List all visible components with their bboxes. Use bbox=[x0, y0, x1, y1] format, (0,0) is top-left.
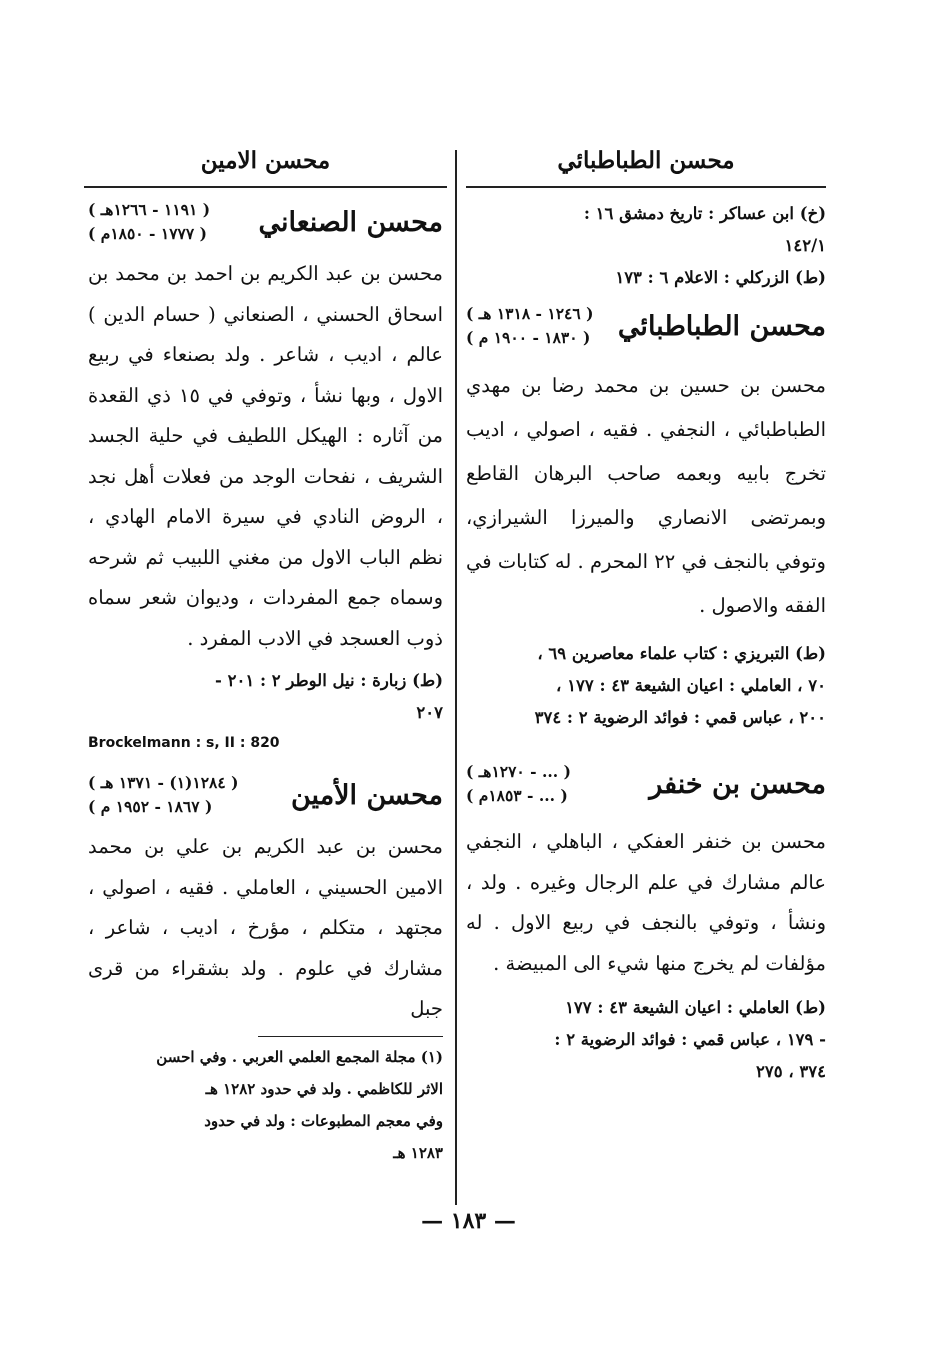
entry-heading bbox=[466, 302, 826, 350]
dates-gregorian: ( ... - ١٨٥٣م ) bbox=[466, 786, 568, 805]
entry-source: ٢٠٠ ، عباس قمي : فوائد الرضوية ٢ : ٣٧٤ bbox=[534, 708, 826, 727]
entry-name: محسن بن خنفر bbox=[649, 768, 826, 800]
entry-body: محسن بن عبد الكريم بن علي بن محمد الامين الحسيني ، العاملي . فقيه ، اصولي ، مجتهد ، متكلم ، مؤرخ ، اديب ، شاعر ، مشارك في علوم . ولد بشقراء من قرى جبل bbox=[88, 835, 443, 1020]
entry-heading bbox=[466, 760, 826, 808]
entry-dates bbox=[88, 198, 210, 246]
entry-body: محسن بن خنفر العفكي ، الباهلي ، النجفي عالم مشارك في علم الرجال وغيره . ولد ، ونشأ ، وتوفي بالنجف في ربيع الاول . له مؤلفات لم يخرج منها شيء الى المبيضة . bbox=[466, 830, 826, 975]
entry-body: محسن بن عبد الكريم بن احمد بن محمد بن اسحاق الحسني ، الصنعاني ( حسام الدين ) عالم ، اديب ، شاعر . ولد بصنعاء في ربيع الاول ، وبها نشأ ، وتوفي في ١٥ ذي القعدة من آثاره : الهيكل اللطيف في حلية الجسد الشريف ، نفحات الوجد من فعلات أهل نجد ، الروض النادي في سيرة الامام الهادي ، نظم الباب الاول من مغني اللبيب ثم شرحه وسماه جمع المفردات ، وديوان شعر سماه ذوب العسجد في الادب المفرد . bbox=[88, 262, 443, 650]
page-number: — ١٨٣ — bbox=[421, 1208, 516, 1234]
dates-hijri: ( ... - ١٢٧٠هـ ) bbox=[466, 762, 571, 781]
dates-hijri: ( ١١٩١ - ١٢٦٦هـ ) bbox=[88, 200, 211, 219]
right-running-head: محسن الطباطبائي bbox=[557, 147, 735, 174]
entry-dates bbox=[466, 302, 593, 350]
latin-reference: Brockelmann : s, II : 820 bbox=[88, 735, 280, 751]
right-head-rule bbox=[466, 186, 826, 188]
footnote-line: وفي معجم المطبوعات : ولد في حدود bbox=[204, 1111, 443, 1130]
right-column bbox=[466, 140, 826, 1088]
continued-source-1: (خ) ابن عساكر : تاريخ دمشق ١٦ : bbox=[583, 204, 826, 223]
column-divider bbox=[455, 150, 457, 1205]
entry-body: محسن بن حسين بن محمد رضا بن مهدي الطباطبائي ، النجفي . فقيه ، اصولي ، اديب تخرج بابيه وبعمه صاحب البرهان القاطع وبمرتضى الانصاري والميرزا الشيرازي، وتوفي بالنجف في ٢٢ المحرم . له كتابات في الفقه والاصول . bbox=[466, 374, 826, 617]
entry-source: ٣٧٤ ، ٢٧٥ bbox=[755, 1062, 826, 1081]
entry-source: - ١٧٩ ، عباس قمي : فوائد الرضوية ٢ : bbox=[554, 1030, 826, 1049]
continued-source-3: (ط) الزركلي : الاعلام ٦ : ١٧٣ bbox=[615, 268, 826, 287]
entry-heading bbox=[88, 198, 443, 246]
entry-source: (ط) التبريزي : كتاب علماء معاصرين ٦٩ ، bbox=[537, 644, 826, 663]
footnote-rule bbox=[258, 1036, 443, 1037]
footnote-line: ١٢٨٣ هـ bbox=[393, 1143, 443, 1162]
entry-source: (ط) العاملي : اعيان الشيعة ٤٣ : ١٧٧ bbox=[565, 998, 826, 1017]
entry-source: ٢٠٧ bbox=[416, 703, 443, 722]
entry-dates bbox=[466, 760, 571, 808]
entry-name: محسن الصنعاني bbox=[258, 206, 443, 238]
left-running-head: محسن الامين bbox=[200, 147, 331, 174]
entry-heading bbox=[88, 771, 443, 819]
footnote-line: الاثر للكاظمي . ولد في حدود ١٢٨٢ هـ bbox=[205, 1079, 443, 1098]
continued-source-2: ١٤٢/١ bbox=[784, 236, 826, 255]
entry-name: محسن الطباطبائي bbox=[617, 310, 826, 342]
dates-hijri: ( ١٢٨٤(١) - ١٣٧١ هـ ) bbox=[88, 773, 239, 792]
entry-source: ٧٠ ، العاملي : اعيان الشيعة ٤٣ : ١٧٧ ، bbox=[556, 676, 826, 695]
left-head-rule bbox=[84, 186, 447, 188]
dates-hijri: ( ١٢٤٦ - ١٣١٨ هـ ) bbox=[466, 304, 594, 323]
entry-source: (ط) زبارة : نيل الوطر ٢ : ٢٠١ - bbox=[215, 671, 443, 690]
footnote-line: (١) مجلة المجمع العلمي العربي . وفي احسن bbox=[156, 1047, 443, 1066]
entry-name: محسن الأمين bbox=[291, 779, 443, 811]
dates-gregorian: ( ١٨٦٧ - ١٩٥٢ م ) bbox=[88, 797, 213, 816]
left-column bbox=[88, 140, 443, 1169]
dates-gregorian: ( ١٧٧٧ - ١٨٥٠م ) bbox=[88, 224, 207, 243]
dates-gregorian: ( ١٨٣٠ - ١٩٠٠ م ) bbox=[466, 328, 591, 347]
entry-dates bbox=[88, 771, 238, 819]
